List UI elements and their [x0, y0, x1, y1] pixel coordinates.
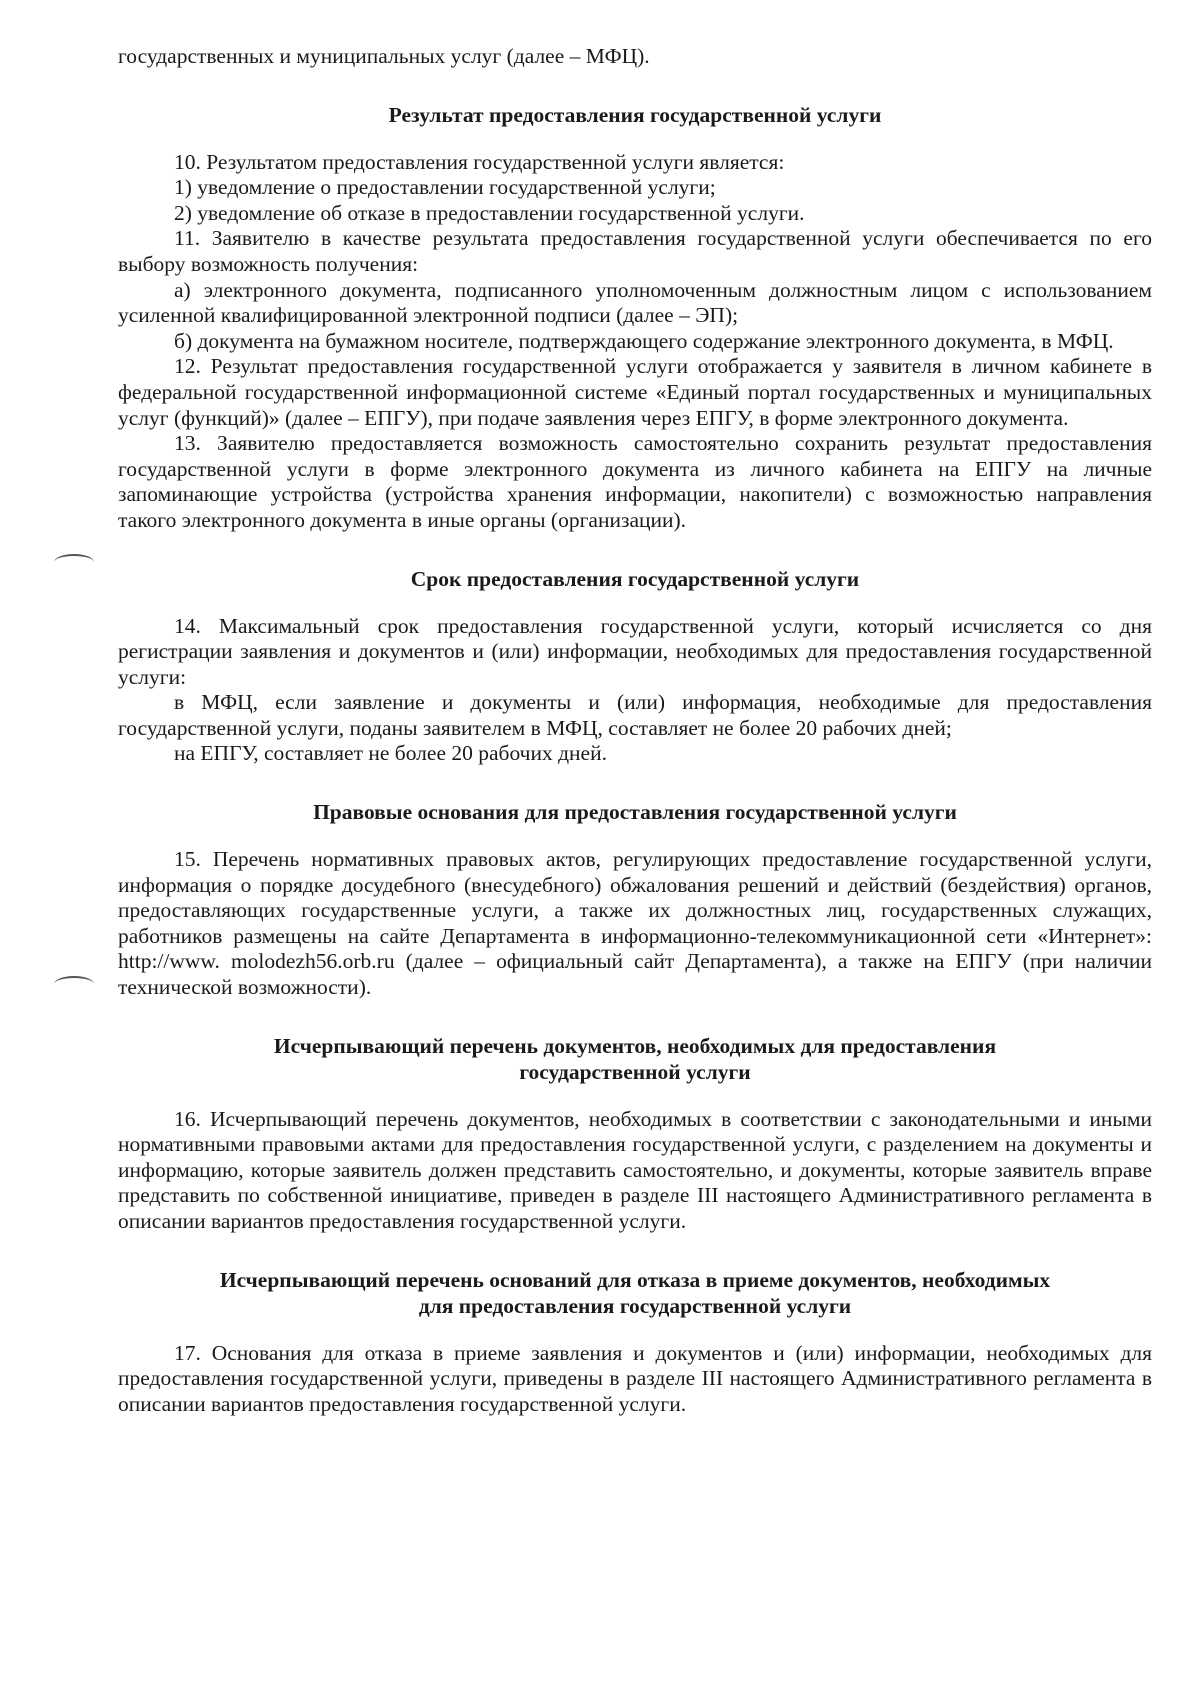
paragraph: 10. Результатом предоставления государственной услуги является:: [174, 149, 785, 174]
heading-line: Исчерпывающий перечень документов, необходимых для предоставления: [273, 1033, 997, 1058]
paragraph: 13. Заявителю предоставляется возможность самостоятельно сохранить результат предоставления государственной услуги в форме электронного документа из личного кабинета на ЕПГУ на личные запоминающие устройства (устройства хранения информации, накопители) с возможностью направления такого электронного документа в иные органы (организации).: [118, 431, 1152, 532]
punch-hole-mark: [54, 554, 94, 570]
top-line: государственных и муниципальных услуг (далее – МФЦ).: [118, 44, 650, 68]
paragraph: 16. Исчерпывающий перечень документов, необходимых в соответствии с законодательными и иными нормативными правовыми актами для предоставления государственной услуги, с разделением на документы и информацию, которые заявитель должен представить самостоятельно, и документы, которые заявитель вправе представить по собственной инициативе, приведен в разделе III настоящего Административного регламента в описании вариантов предоставления государственной услуги.: [118, 1106, 1152, 1233]
section-heading-documents-list: [118, 1033, 1152, 1085]
paragraph: а) электронного документа, подписанного уполномоченным должностным лицом с использованием усиленной квалифицированной электронной подписи (далее – ЭП);: [118, 277, 1152, 328]
paragraph: на ЕПГУ, составляет не более 20 рабочих дней.: [174, 741, 607, 766]
paragraph: 14. Максимальный срок предоставления государственной услуги, который исчисляется со дня регистрации заявления и документов и (или) информации, необходимых для предоставления государственной услуги:: [118, 613, 1152, 689]
section-heading-legal-basis: Правовые основания для предоставления государственной услуги: [313, 800, 957, 825]
paragraph: б) документа на бумажном носителе, подтверждающего содержание электронного документа, в МФЦ.: [174, 328, 1114, 353]
paragraph: 1) уведомление о предоставлении государственной услуги;: [174, 175, 716, 200]
section-heading-result: Результат предоставления государственной услуги: [388, 102, 882, 127]
paragraph: 2) уведомление об отказе в предоставлении государственной услуги.: [174, 200, 805, 225]
paragraph: 17. Основания для отказа в приеме заявления и документов и (или) информации, необходимых для предоставления государственной услуги, приведены в разделе III настоящего Административного регламента в описании вариантов предоставления государственной услуги.: [118, 1340, 1152, 1416]
section-heading-refusal-grounds: [118, 1267, 1152, 1319]
punch-hole-mark: [54, 976, 94, 992]
paragraph: 15. Перечень нормативных правовых актов, регулирующих предоставление государственной услуги, информация о порядке досудебного (внесудебного) обжалования решений и действий (бездействия) органов, предоставляющих государственные услуги, а также их должностных лиц, государственных служащих, работников размещены на сайте Департамента в информационно-телекоммуникационной сети «Интернет»: http://www. molodezh56.orb.ru (далее – официальный сайт Департамента), а также на ЕПГУ (при наличии технической возможности).: [118, 847, 1152, 1000]
paragraph: 12. Результат предоставления государственной услуги отображается у заявителя в личном кабинете в федеральной государственной информационной системе «Единый портал государственных и муниципальных услуг (функций)» (далее – ЕПГУ), при подаче заявления через ЕПГУ, в форме электронного документа.: [118, 354, 1152, 430]
paragraph: в МФЦ, если заявление и документы и (или) информация, необходимые для предоставления государственной услуги, поданы заявителем в МФЦ, составляет не более 20 рабочих дней;: [118, 690, 1152, 740]
heading-line: Исчерпывающий перечень оснований для отказа в приеме документов, необходимых: [219, 1267, 1051, 1292]
section-heading-term: Срок предоставления государственной услуги: [410, 566, 860, 591]
heading-line: государственной услуги: [519, 1059, 751, 1084]
paragraph: 11. Заявителю в качестве результата предоставления государственной услуги обеспечивается по его выбору возможность получения:: [118, 226, 1152, 276]
heading-line: для предоставления государственной услуги: [418, 1293, 852, 1318]
document-body: [118, 44, 1152, 1417]
